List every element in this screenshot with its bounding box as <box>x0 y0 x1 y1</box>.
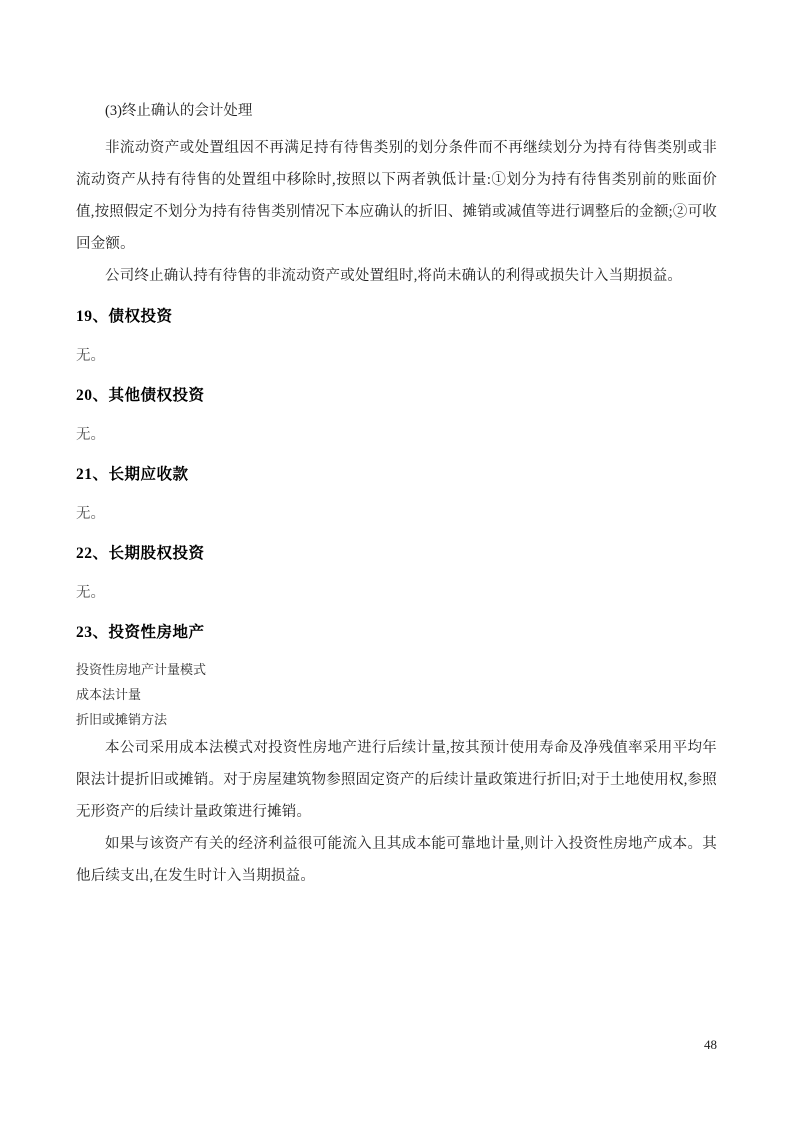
investment-property-measurement-model-label: 投资性房地产计量模式 <box>76 662 207 677</box>
depreciation-amortization-method-label: 折旧或摊销方法 <box>76 712 168 727</box>
paragraph-cost-method-policy: 本公司采用成本法模式对投资性房地产进行后续计量,按其预计使用寿命及净残值率采用平均年限法计提折旧或摊销。对于房屋建筑物参照固定资产的后续计量政策进行折旧;对于土地使用权,参照无形资产的后续计量政策进行摊销。 <box>76 740 717 820</box>
section-heading-19-debt-investment: 19、债权投资 <box>76 308 173 325</box>
section-heading-22-long-term-equity-investment: 22、长期股权投资 <box>76 545 205 562</box>
section-heading-20-other-debt-investment: 20、其他债权投资 <box>76 387 205 404</box>
section-heading-21-long-term-receivables: 21、长期应收款 <box>76 466 189 483</box>
page-number: 48 <box>704 1037 717 1052</box>
section-body-22: 无。 <box>76 585 105 601</box>
cost-method-label: 成本法计量 <box>76 687 142 702</box>
section-body-21: 无。 <box>76 506 105 522</box>
paragraph-derecognition-rule: 非流动资产或处置组因不再满足持有待售类别的划分条件而不再继续划分为持有待售类别或非流动资产从持有待售的处置组中移除时,按照以下两者孰低计量:①划分为持有待售类别前的账面价值,按照假定不划分为持有待售类别情况下本应确认的折旧、摊销或减值等进行调整后的金额;②可收回金额。 <box>76 140 717 252</box>
section-body-19: 无。 <box>76 348 105 364</box>
section-heading-23-investment-property: 23、投资性房地产 <box>76 624 205 641</box>
subsection-heading-3: (3)终止确认的会计处理 <box>105 103 253 119</box>
section-body-20: 无。 <box>76 427 105 443</box>
page-content <box>76 0 717 892</box>
paragraph-derecognition-gain-loss: 公司终止确认持有待售的非流动资产或处置组时,将尚未确认的利得或损失计入当期损益。 <box>105 268 683 284</box>
paragraph-subsequent-expenditure: 如果与该资产有关的经济利益很可能流入且其成本能可靠地计量,则计入投资性房地产成本。其他后续支出,在发生时计入当期损益。 <box>76 836 717 884</box>
